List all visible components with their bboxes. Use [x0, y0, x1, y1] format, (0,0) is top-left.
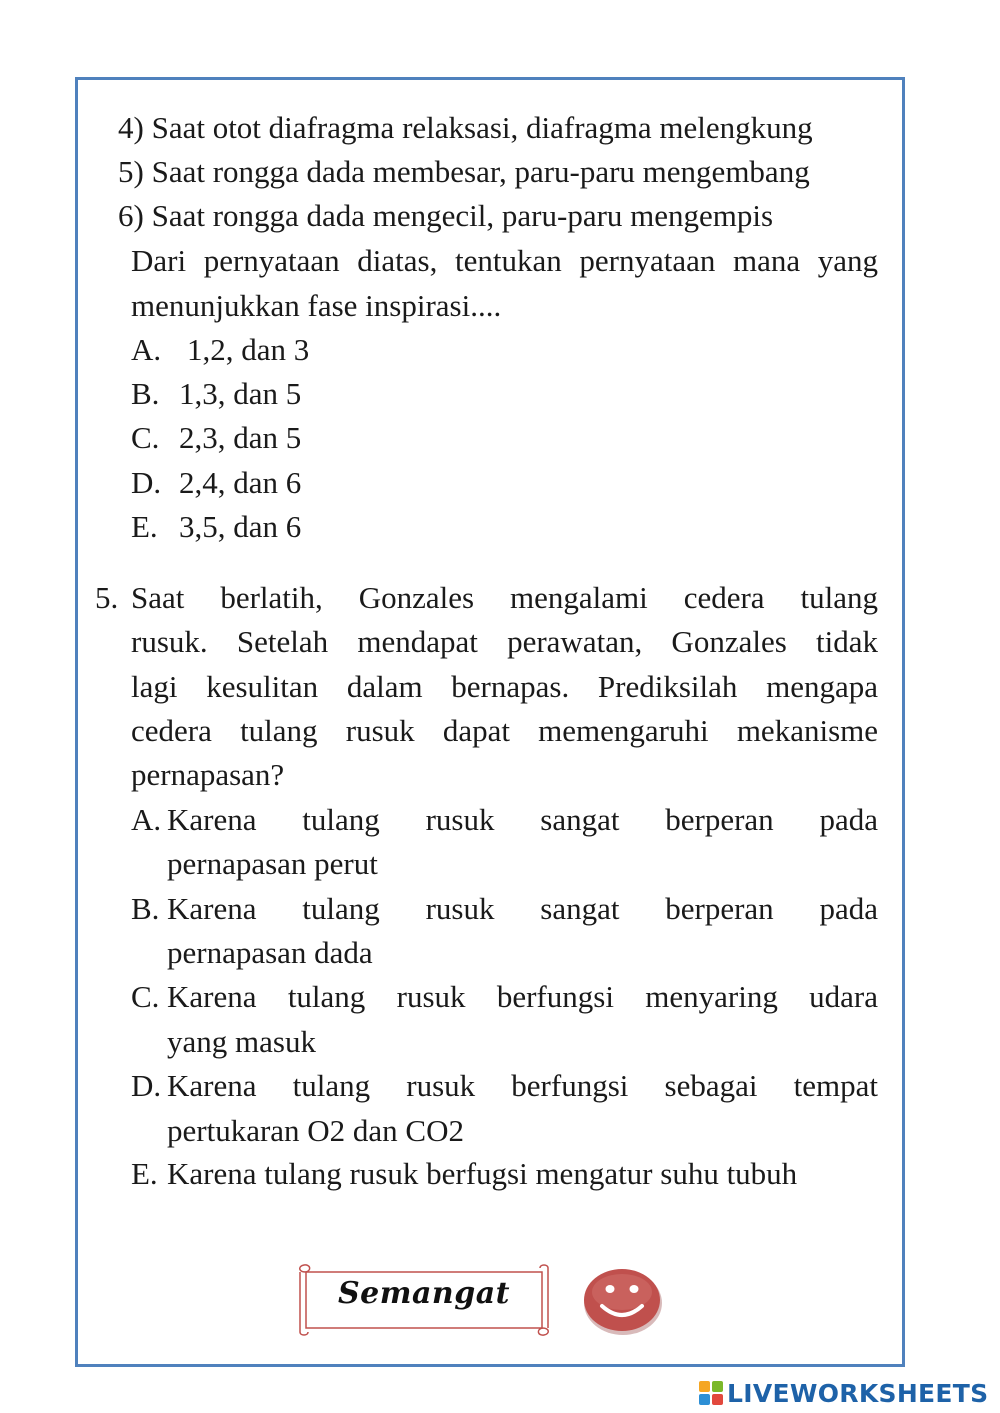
- q4-option-c-letter: C.: [131, 420, 160, 455]
- q4-option-d[interactable]: 2,4, dan 6: [179, 465, 302, 500]
- q5-option-e-letter: E.: [131, 1156, 158, 1191]
- q5-option-a-letter: A.: [131, 802, 162, 837]
- statement-4: 4) Saat otot diafragma relaksasi, diafragma melengkung: [118, 110, 813, 145]
- q5-line-3: lagi kesulitan dalam bernapas. Prediksilah mengapa: [131, 669, 878, 704]
- liveworksheets-logo-icon: [698, 1380, 724, 1406]
- q5-number: 5.: [95, 580, 119, 615]
- q4-option-a[interactable]: 1,2, dan 3: [187, 332, 310, 367]
- smiley-icon: [582, 1266, 664, 1336]
- liveworksheets-text: LIVEWORKSHEETS: [727, 1378, 989, 1408]
- q5-option-d[interactable]: Karena tulang rusuk berfungsi sebagai tempat: [167, 1068, 878, 1103]
- q5-option-a[interactable]: Karena tulang rusuk sangat berperan pada: [167, 802, 878, 837]
- q4-option-a-letter: A.: [131, 332, 162, 367]
- q5-option-d-cont: pertukaran O2 dan CO2: [167, 1113, 464, 1148]
- q5-option-c[interactable]: Karena tulang rusuk berfungsi menyaring udara: [167, 979, 878, 1014]
- semangat-text: Semangat: [337, 1276, 511, 1311]
- q4-option-b-letter: B.: [131, 376, 160, 411]
- q5-line-1: Saat berlatih, Gonzales mengalami cedera tulang: [131, 580, 878, 615]
- q5-line-4: cedera tulang rusuk dapat memengaruhi mekanisme: [131, 713, 878, 748]
- q4-option-d-letter: D.: [131, 465, 162, 500]
- q5-line-2: rusuk. Setelah mendapat perawatan, Gonzales tidak: [131, 624, 878, 659]
- q5-option-b-cont: pernapasan dada: [167, 935, 373, 970]
- q5-line-5: pernapasan?: [131, 757, 285, 792]
- statement-5: 5) Saat rongga dada membesar, paru-paru mengembang: [118, 154, 810, 189]
- q4-option-e[interactable]: 3,5, dan 6: [179, 509, 302, 544]
- q4-option-c[interactable]: 2,3, dan 5: [179, 420, 302, 455]
- q5-option-c-letter: C.: [131, 979, 160, 1014]
- q4-option-e-letter: E.: [131, 509, 158, 544]
- q4-prompt-line-2: menunjukkan fase inspirasi....: [131, 288, 502, 323]
- q5-option-b[interactable]: Karena tulang rusuk sangat berperan pada: [167, 891, 878, 926]
- statement-6: 6) Saat rongga dada mengecil, paru-paru mengempis: [118, 198, 774, 233]
- q4-option-b[interactable]: 1,3, dan 5: [179, 376, 302, 411]
- q5-option-b-letter: B.: [131, 891, 160, 926]
- q5-option-e[interactable]: Karena tulang rusuk berfugsi mengatur suhu tubuh: [167, 1156, 798, 1191]
- liveworksheets-logo: [698, 1376, 988, 1410]
- semangat-scroll-banner: [296, 1262, 552, 1338]
- q5-option-c-cont: yang masuk: [167, 1024, 316, 1059]
- q4-prompt-line-1: Dari pernyataan diatas, tentukan pernyataan mana yang: [131, 243, 878, 278]
- q5-option-d-letter: D.: [131, 1068, 162, 1103]
- q5-option-a-cont: pernapasan perut: [167, 846, 378, 881]
